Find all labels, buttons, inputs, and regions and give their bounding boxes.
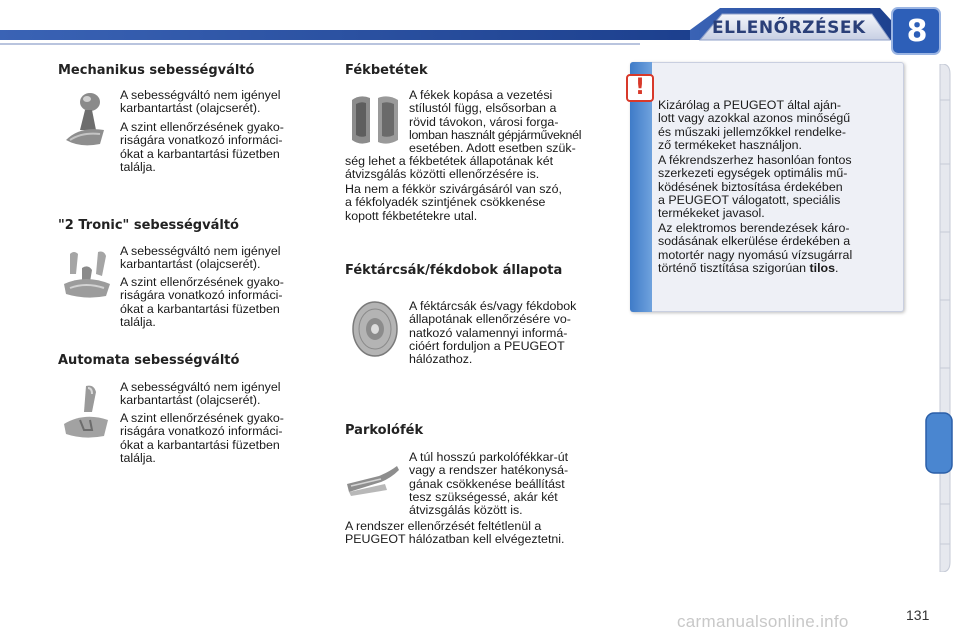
pads-paragraph-1-full [345, 155, 615, 182]
text-line: termékeket javasol. [658, 206, 765, 221]
text-line: motortér nagy nyomású vízsugárral [658, 247, 853, 262]
brake-disc-icon [350, 300, 400, 358]
warning-paragraph-3 [658, 222, 898, 275]
text-line: rövid távokon, városi forga- [409, 114, 559, 129]
chapter-tabs-sidebar [928, 64, 952, 572]
section-heading-pads: Fékbetétek [345, 63, 428, 78]
text-line: vagy a rendszer hatékonysá- [409, 463, 569, 478]
text-line: Az elektromos berendezések káro- [658, 221, 850, 235]
tronic-paragraph-1 [120, 245, 325, 272]
parking-brake-lever-icon [345, 462, 401, 498]
text-line: A sebességváltó nem igényel [120, 88, 281, 102]
text-line: Kizárólag a PEUGEOT által aján- [658, 98, 841, 112]
text-line: riságára vonatkozó informáci- [120, 288, 283, 303]
text-line: találja. [120, 159, 156, 174]
text-line: ző termékeket használjon. [658, 137, 802, 152]
automatic-paragraph-2 [120, 412, 325, 465]
text-line: sodásának elkerülése érdekében a [658, 234, 851, 249]
section-heading-automatic: Automata sebességváltó [58, 353, 240, 368]
text-line: és műszaki jellemzőkkel rendelke- [658, 124, 846, 139]
text-line: natkozó valamennyi informá- [409, 325, 568, 340]
text-line: gának csökkenése beállítást [409, 476, 565, 491]
section-heading-discs: Féktárcsák/fékdobok állapota [345, 263, 563, 278]
text-fragment: . [835, 260, 839, 275]
text-line: A féktárcsák és/vagy fékdobok [409, 299, 577, 313]
active-chapter-tab[interactable] [924, 411, 954, 475]
chapter-number: 8 [906, 14, 928, 49]
chapter-title: ELLENŐRZÉSEK [712, 18, 866, 38]
text-line: átvizsgálás között is. [409, 503, 523, 518]
text-line: cióért forduljon a PEUGEOT [409, 338, 565, 353]
parking-paragraph-2 [345, 520, 615, 547]
text-line: A fékek kopása a vezetési [409, 88, 553, 102]
text-line: lott vagy azokkal azonos minőségű [658, 111, 851, 126]
manual-gear-lever-icon [60, 90, 110, 150]
brake-pads-icon [348, 92, 402, 148]
parking-paragraph-1 [409, 451, 615, 517]
text-line: A szint ellenőrzésének gyako- [120, 120, 284, 134]
text-line: ség lehet a fékbetétek állapotának két [345, 154, 554, 168]
automatic-paragraph-1 [120, 381, 325, 408]
text-line: kopott fékbetétekre utal. [345, 208, 478, 223]
text-line: a PEUGEOT válogatott, speciális [658, 192, 841, 207]
discs-paragraph-1 [409, 300, 615, 366]
text-line: szerkezeti egységek optimális mű- [658, 166, 848, 181]
text-line: Ha nem a fékkör szivárgásáról van szó, [345, 182, 562, 196]
text-line: A szint ellenőrzésének gyako- [120, 275, 284, 289]
text-line: A sebességváltó nem igényel [120, 244, 281, 258]
text-line: ködésének biztosítása érdekében [658, 179, 843, 194]
watermark-text: carmanualsonline.info [677, 612, 849, 631]
text-line: tesz szükségessé, akár két [409, 489, 558, 504]
text-line: stílustól függ, elsősorban a [409, 101, 557, 116]
text-line: a fékfolyadék szintjének csökkenése [345, 195, 546, 210]
text-line: PEUGEOT hálózatban kell elvégeztetni. [345, 532, 565, 547]
text-line: lomban használt gépjárműveknél [409, 127, 582, 142]
text-line: riságára vonatkozó informáci- [120, 424, 283, 439]
pads-paragraph-2 [345, 183, 615, 223]
automatic-gear-selector-icon [60, 382, 112, 442]
manual-paragraph-2 [120, 121, 325, 174]
text-line: A túl hosszú parkolófékkar-út [409, 450, 569, 464]
text-line: A szint ellenőrzésének gyako- [120, 411, 284, 425]
text-line: ókat a karbantartási füzetben [120, 301, 280, 316]
warning-paragraph-2 [658, 154, 898, 220]
text-line: karbantartást (olajcserét). [120, 257, 261, 272]
manual-paragraph-1 [120, 89, 325, 116]
text-line: karbantartást (olajcserét). [120, 393, 261, 408]
text-line: riságára vonatkozó informáci- [120, 133, 283, 148]
warning-paragraph-1 [658, 99, 898, 152]
tronic-paragraph-2 [120, 276, 325, 329]
text-line: esetében. Adott esetben szük- [409, 141, 576, 156]
bold-word: tilos [809, 260, 836, 275]
tronic-gear-lever-icon [60, 248, 114, 300]
text-line: átvizsgálás közötti ellenőrzésére is. [345, 167, 540, 182]
text-fragment: történő tisztítása szigorúan [658, 260, 810, 275]
text-line: állapotának ellenőrzésére vo- [409, 312, 571, 327]
text-line: A sebességváltó nem igényel [120, 380, 281, 394]
text-line: találja. [120, 450, 156, 465]
text-line: találja. [120, 314, 156, 329]
section-heading-tronic: "2 Tronic" sebességváltó [58, 218, 239, 233]
text-line: karbantartást (olajcserét). [120, 101, 261, 116]
section-heading-manual: Mechanikus sebességváltó [58, 63, 255, 78]
page-number: 131 [906, 607, 930, 623]
text-line: ókat a karbantartási füzetben [120, 146, 280, 161]
text-line: ókat a karbantartási füzetben [120, 437, 280, 452]
text-line: A rendszer ellenőrzését feltétlenül a [345, 519, 542, 533]
pads-paragraph-1-short [409, 89, 615, 155]
section-heading-parking: Parkolófék [345, 423, 424, 438]
exclamation-warning-icon: ! [626, 74, 654, 102]
text-line: A fékrendszerhez hasonlóan fontos [658, 153, 852, 167]
text-line: hálózathoz. [409, 352, 473, 367]
text-line [658, 262, 898, 275]
